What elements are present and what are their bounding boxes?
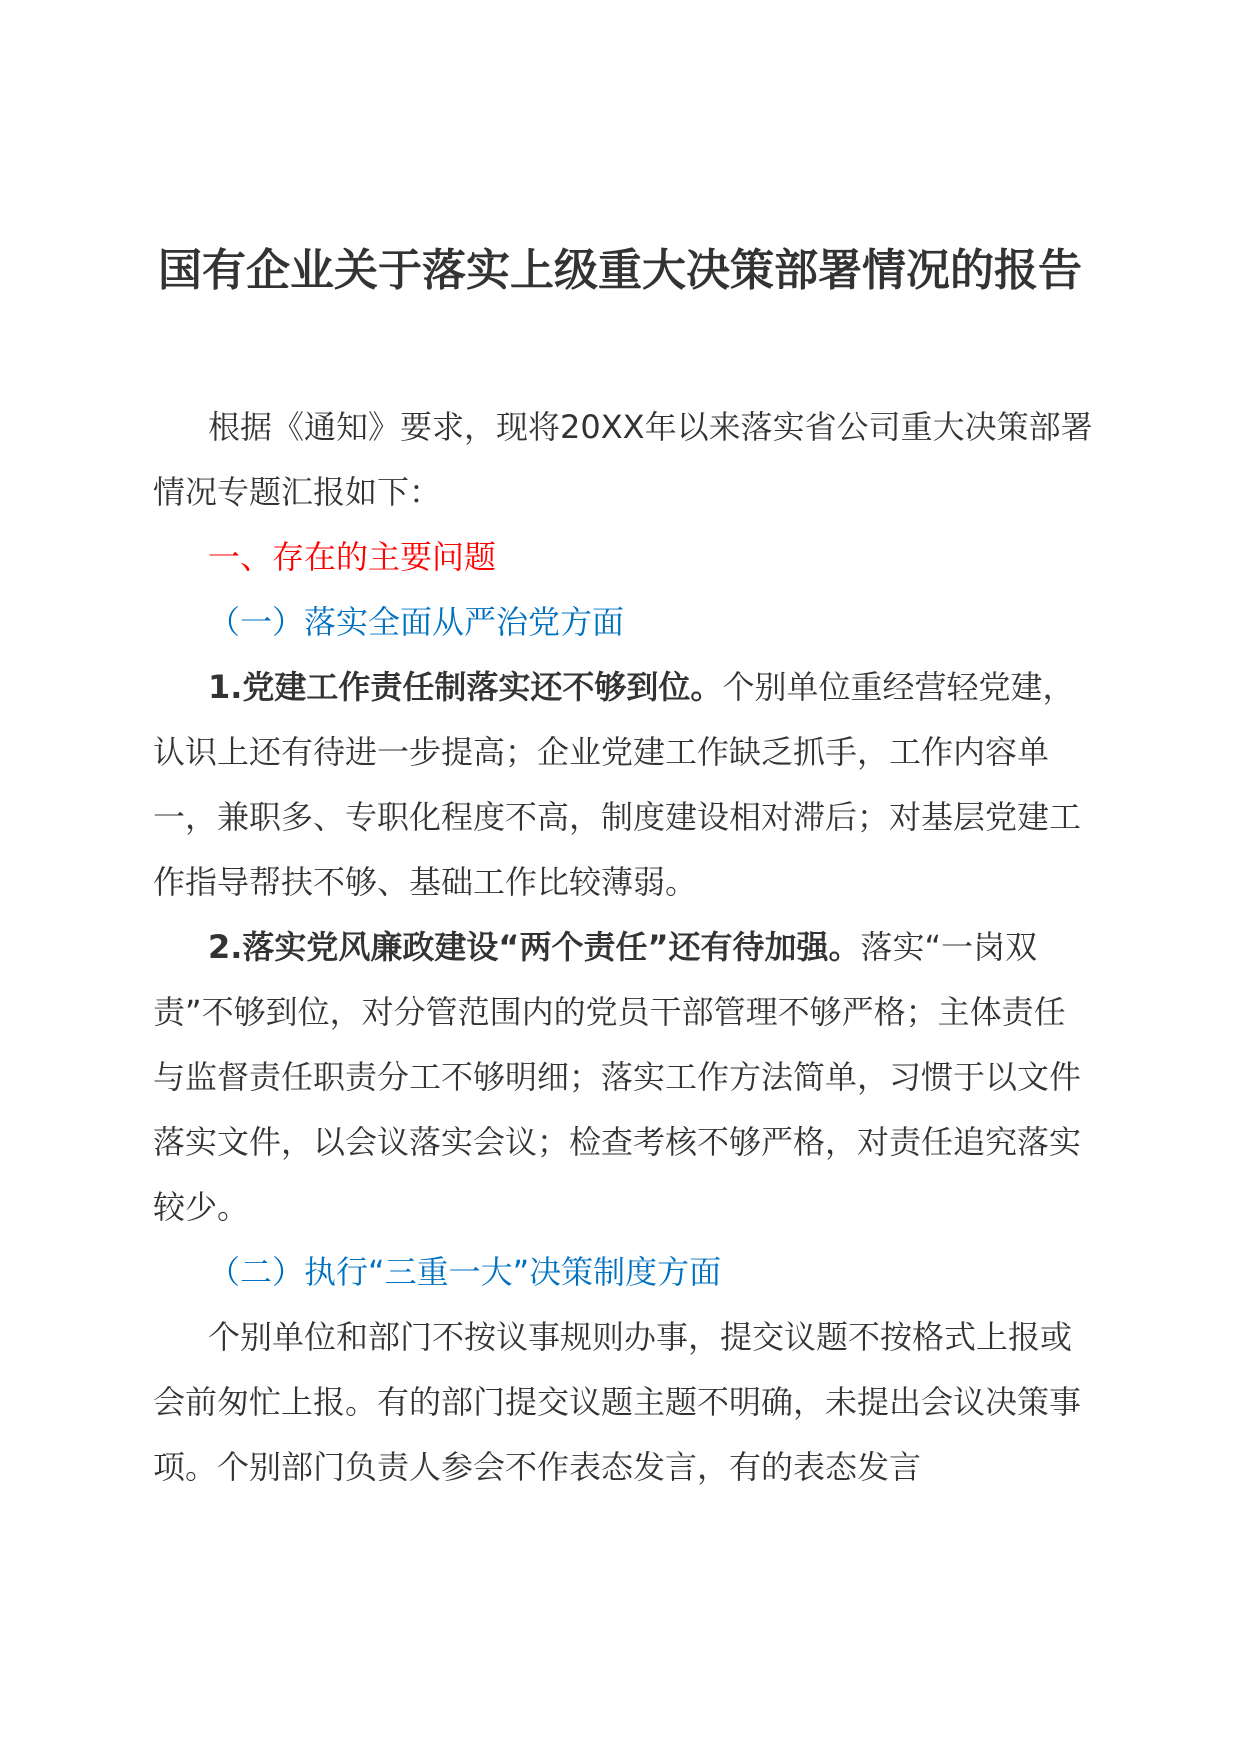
item-2-lead: 2.落实党风廉政建设“两个责任”还有待加强。 [208, 928, 861, 966]
document-body [153, 395, 1093, 1500]
intro-paragraph: 根据《通知》要求，现将20XX年以来落实省公司重大决策部署情况专题汇报如下： [153, 408, 1093, 511]
item-paragraph-1 [153, 655, 1093, 915]
subsection-heading-1: （一）落实全面从严治党方面 [208, 603, 625, 641]
item-2-text: 落实“一岗双责”不够到位，对分管范围内的党员干部管理不够严格；主体责任与监督责任职责分工不够明细；落实工作方法简单，习惯于以文件落实文件，以会议落实会议；检查考核不够严格，对责任追究落实较少。 [153, 928, 1082, 1226]
item-1-text: 个别单位重经营轻党建，认识上还有待进一步提高；企业党建工作缺乏抓手，工作内容单一，兼职多、专职化程度不高，制度建设相对滞后；对基层党建工作指导帮扶不够、基础工作比较薄弱。 [153, 668, 1082, 901]
subsection-heading-2: （二）执行“三重一大”决策制度方面 [208, 1253, 722, 1291]
item-1-lead: 1.党建工作责任制落实还不够到位。 [208, 668, 723, 706]
document-title: 国有企业关于落实上级重大决策部署情况的报告 [158, 245, 1082, 296]
section-heading-1: 一、存在的主要问题 [208, 538, 497, 576]
item-paragraph-2 [153, 915, 1093, 1240]
subsection-2-paragraph: 个别单位和部门不按议事规则办事，提交议题不按格式上报或会前匆忙上报。有的部门提交议题主题不明确，未提出会议决策事项。个别部门负责人参会不作表态发言，有的表态发言 [153, 1318, 1082, 1486]
